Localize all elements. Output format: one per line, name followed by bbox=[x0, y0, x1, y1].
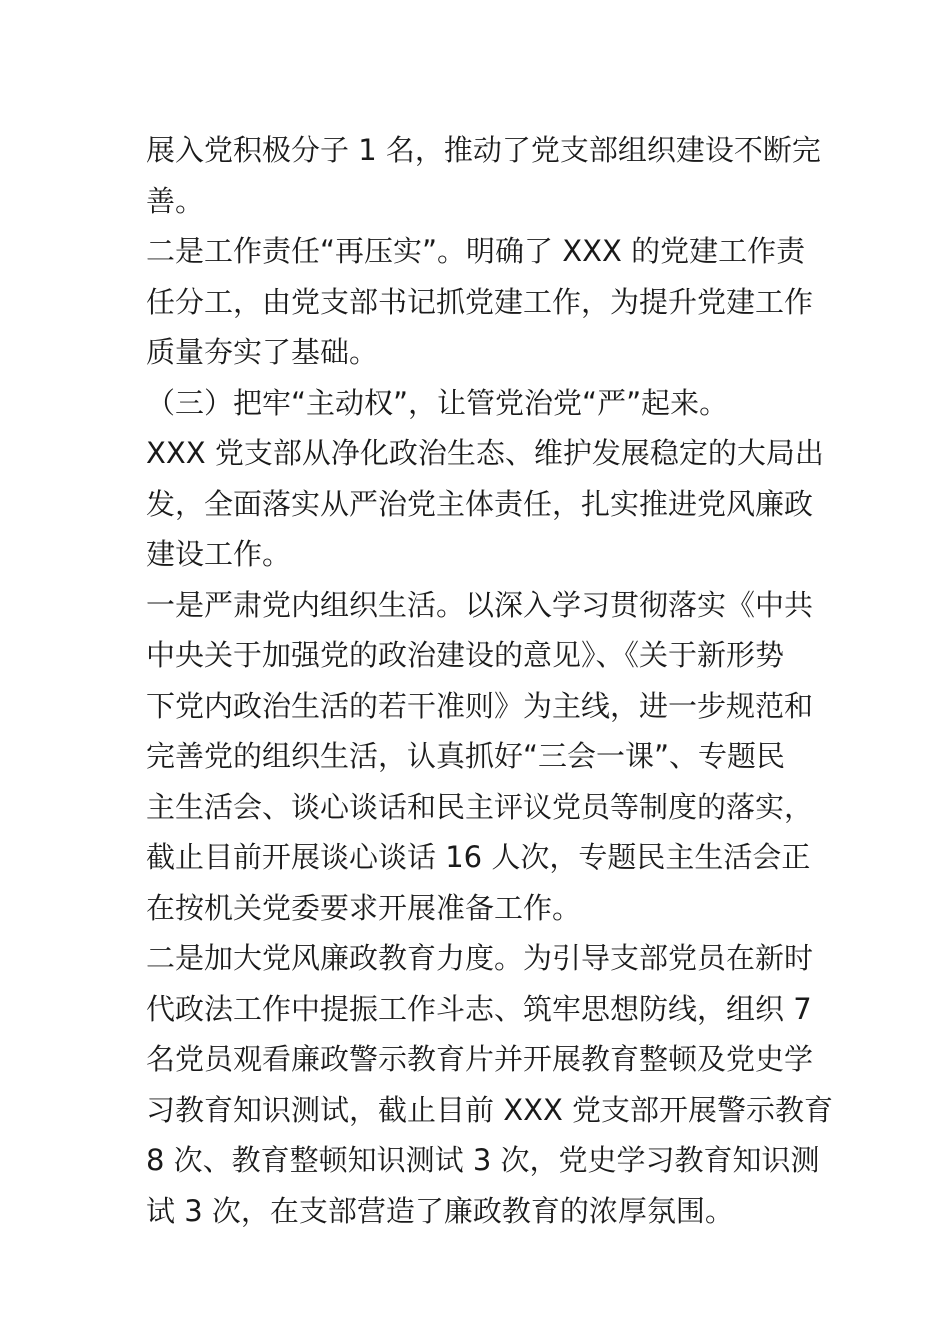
section-heading: （三）把牢“主动权”，让管党治党“严”起来。 bbox=[146, 385, 729, 420]
text-line: XXX 党支部从净化政治生态、维护发展稳定的大局出 bbox=[146, 436, 824, 470]
text-line: 在按机关党委要求开展准备工作。 bbox=[146, 890, 582, 925]
text-line: 发，全面落实从严治党主体责任，扎实推进党风廉政 bbox=[146, 486, 814, 521]
body-text bbox=[146, 125, 834, 1236]
text-line: 善。 bbox=[146, 183, 205, 218]
text-line: 完善党的组织生活，认真抓好“三会一课”、专题民 bbox=[146, 739, 786, 773]
text-line: 截止目前开展谈心谈话 16 人次，专题民主生活会正 bbox=[146, 840, 811, 874]
text-line: 建设工作。 bbox=[146, 537, 292, 571]
text-line: 8 次、教育整顿知识测试 3 次，党史学习教育知识测 bbox=[146, 1143, 820, 1177]
text-line: 代政法工作中提振工作斗志、筑牢思想防线，组织 7 bbox=[146, 991, 812, 1026]
text-line: 一是严肃党内组织生活。以深入学习贯彻落实《中共 bbox=[146, 587, 814, 622]
text-line: 名党员观看廉政警示教育片并开展教育整顿及党史学 bbox=[146, 1042, 814, 1076]
text-line: 习教育知识测试，截止目前 XXX 党支部开展警示教育 bbox=[146, 1092, 834, 1127]
text-line: 主生活会、谈心谈话和民主评议党员等制度的落实， bbox=[146, 789, 814, 824]
text-line: 二是加大党风廉政教育力度。为引导支部党员在新时 bbox=[146, 941, 814, 975]
text-line: 二是工作责任“再压实”。明确了 XXX 的党建工作责 bbox=[146, 234, 806, 268]
text-line: 下党内政治生活的若干准则》为主线，进一步规范和 bbox=[146, 688, 814, 723]
text-line: 试 3 次，在支部营造了廉政教育的浓厚氛围。 bbox=[146, 1193, 734, 1228]
text-line: 任分工，由党支部书记抓党建工作，为提升党建工作 bbox=[146, 284, 814, 319]
text-line: 展入党积极分子 1 名，推动了党支部组织建设不断完 bbox=[146, 133, 821, 167]
text-line: 质量夯实了基础。 bbox=[146, 335, 379, 369]
text-line: 中央关于加强党的政治建设的意见》、《关于新形势 bbox=[146, 638, 785, 672]
